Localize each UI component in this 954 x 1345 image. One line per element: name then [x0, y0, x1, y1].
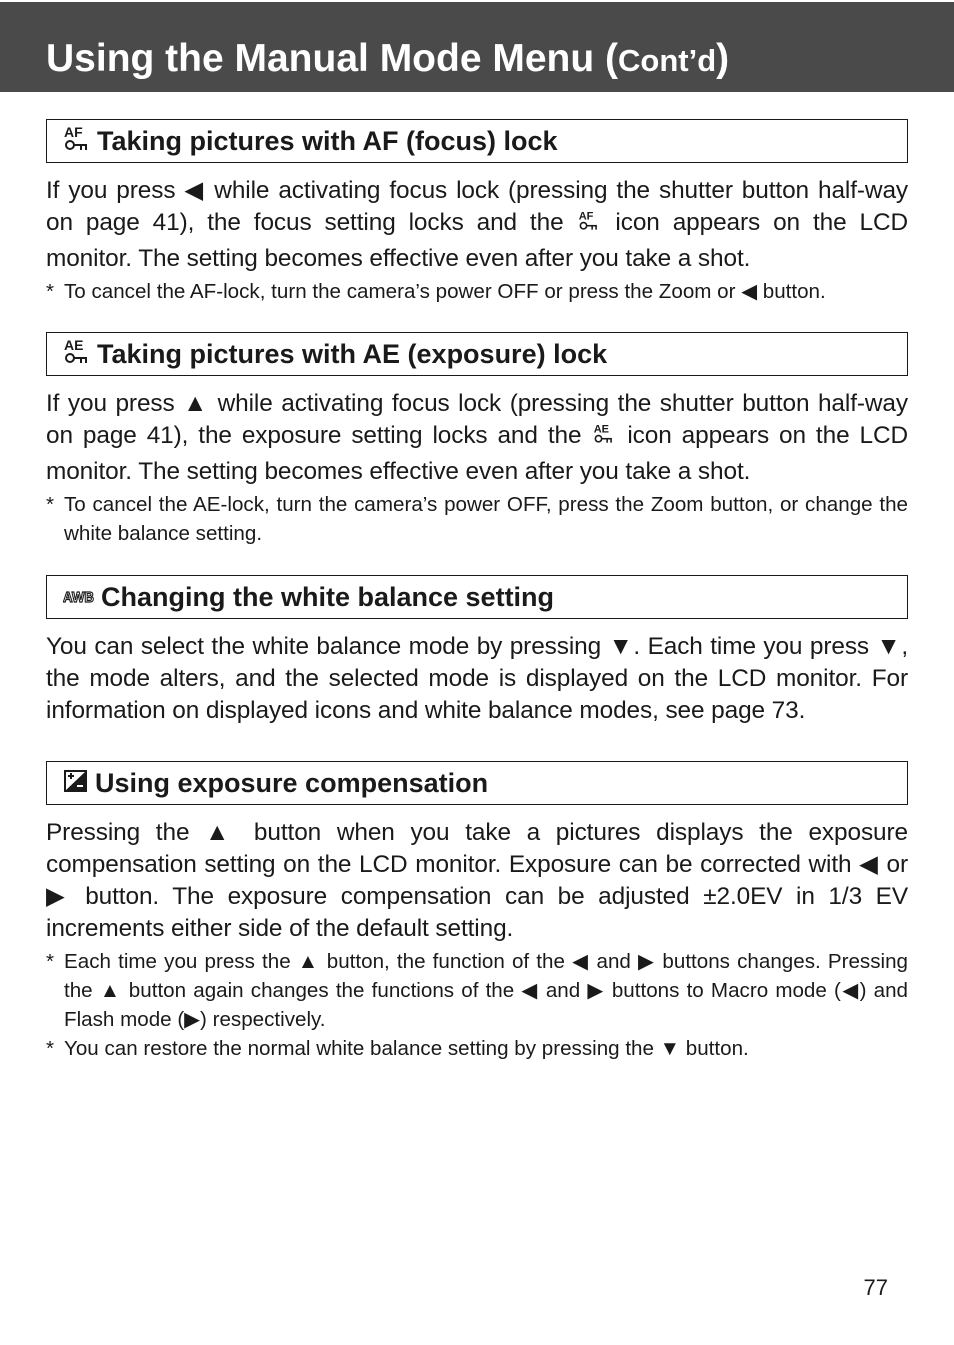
- section-white-balance: [46, 575, 908, 727]
- body-text-part: If you press ◀ while activating focus lock (pressing the shutter button half-way on page 41), the focus setting locks and the: [46, 177, 908, 236]
- awb-icon: [63, 583, 95, 612]
- note-marker: *: [46, 1037, 55, 1060]
- note-text: You can restore the normal white balance setting by pressing the ▼ button.: [64, 1037, 749, 1060]
- section-heading-box: [46, 332, 908, 376]
- note-marker: *: [46, 493, 55, 516]
- section-heading: Taking pictures with AF (focus) lock: [97, 126, 558, 156]
- note-text: To cancel the AF-lock, turn the camera’s power OFF or press the Zoom or ◀ button.: [64, 280, 826, 303]
- ae-lock-icon: [63, 337, 91, 372]
- section-body: Pressing the ▲ button when you take a pictures displays the exposure compensation setting on the LCD monitor. Exposure can be corrected with ◀ or ▶ button. The exposure compensation can be adjusted ±2.0EV in 1/3 EV increments either side of the default setting.: [46, 819, 908, 942]
- page-title-close: ): [716, 37, 730, 80]
- exposure-compensation-icon: [63, 769, 89, 798]
- body-text-part: icon appears on the LCD monitor. The setting becomes effective even after you take a shot.: [46, 422, 908, 485]
- section-exposure-compensation: [46, 761, 908, 1063]
- svg-text:AWB: AWB: [63, 588, 95, 606]
- af-lock-icon: [578, 208, 600, 243]
- note-item: [46, 947, 908, 1034]
- section-heading: Using exposure compensation: [95, 768, 489, 798]
- notes-list: [46, 277, 908, 306]
- section-af-lock: [46, 119, 908, 306]
- note-marker: *: [46, 950, 55, 973]
- note-text: To cancel the AE-lock, turn the camera’s power OFF, press the Zoom button, or change the white balance setting.: [64, 493, 908, 545]
- page-number: 77: [863, 1275, 888, 1300]
- section-heading: Changing the white balance setting: [101, 582, 555, 612]
- note-item: [46, 490, 908, 548]
- section-heading-box: [46, 119, 908, 163]
- section-body: You can select the white balance mode by pressing ▼. Each time you press ▼, the mode alters, and the selected mode is displayed on the LCD monitor. For information on displayed icons and white balance modes, see page 73.: [46, 633, 908, 724]
- svg-text:AE: AE: [64, 336, 84, 353]
- page-title: [46, 36, 729, 84]
- note-item: [46, 1034, 908, 1063]
- note-text: Each time you press the ▲ button, the function of the ◀ and ▶ buttons changes. Pressing the ▲ button again changes the functions of the ◀ and ▶ buttons to Macro mode (◀) and Flash mode (▶) respectively.: [64, 950, 908, 1031]
- section-heading-box: [46, 575, 908, 619]
- svg-text:AF: AF: [579, 210, 594, 223]
- svg-text:AE: AE: [594, 423, 610, 436]
- section-ae-lock: [46, 332, 908, 548]
- body-text-part: icon appears on the LCD monitor. The setting becomes effective even after you take a shot.: [46, 209, 908, 272]
- body-text-part: If you press ▲ while activating focus lock (pressing the shutter button half-way on page 41), the exposure setting locks and the: [46, 390, 908, 449]
- section-body: [46, 388, 908, 488]
- page-title-main: Using the Manual Mode Menu (: [46, 37, 618, 80]
- section-heading: Taking pictures with AE (exposure) lock: [97, 339, 608, 369]
- section-body: [46, 175, 908, 275]
- notes-list: [46, 490, 908, 548]
- af-lock-icon: [63, 124, 91, 159]
- note-item: [46, 277, 908, 306]
- section-heading-box: [46, 761, 908, 805]
- page-title-suffix: Cont’d: [618, 43, 717, 78]
- page-header-bar: [0, 2, 954, 92]
- note-marker: *: [46, 280, 55, 303]
- ae-lock-icon: [593, 421, 615, 456]
- notes-list: [46, 947, 908, 1063]
- svg-text:AF: AF: [64, 123, 83, 140]
